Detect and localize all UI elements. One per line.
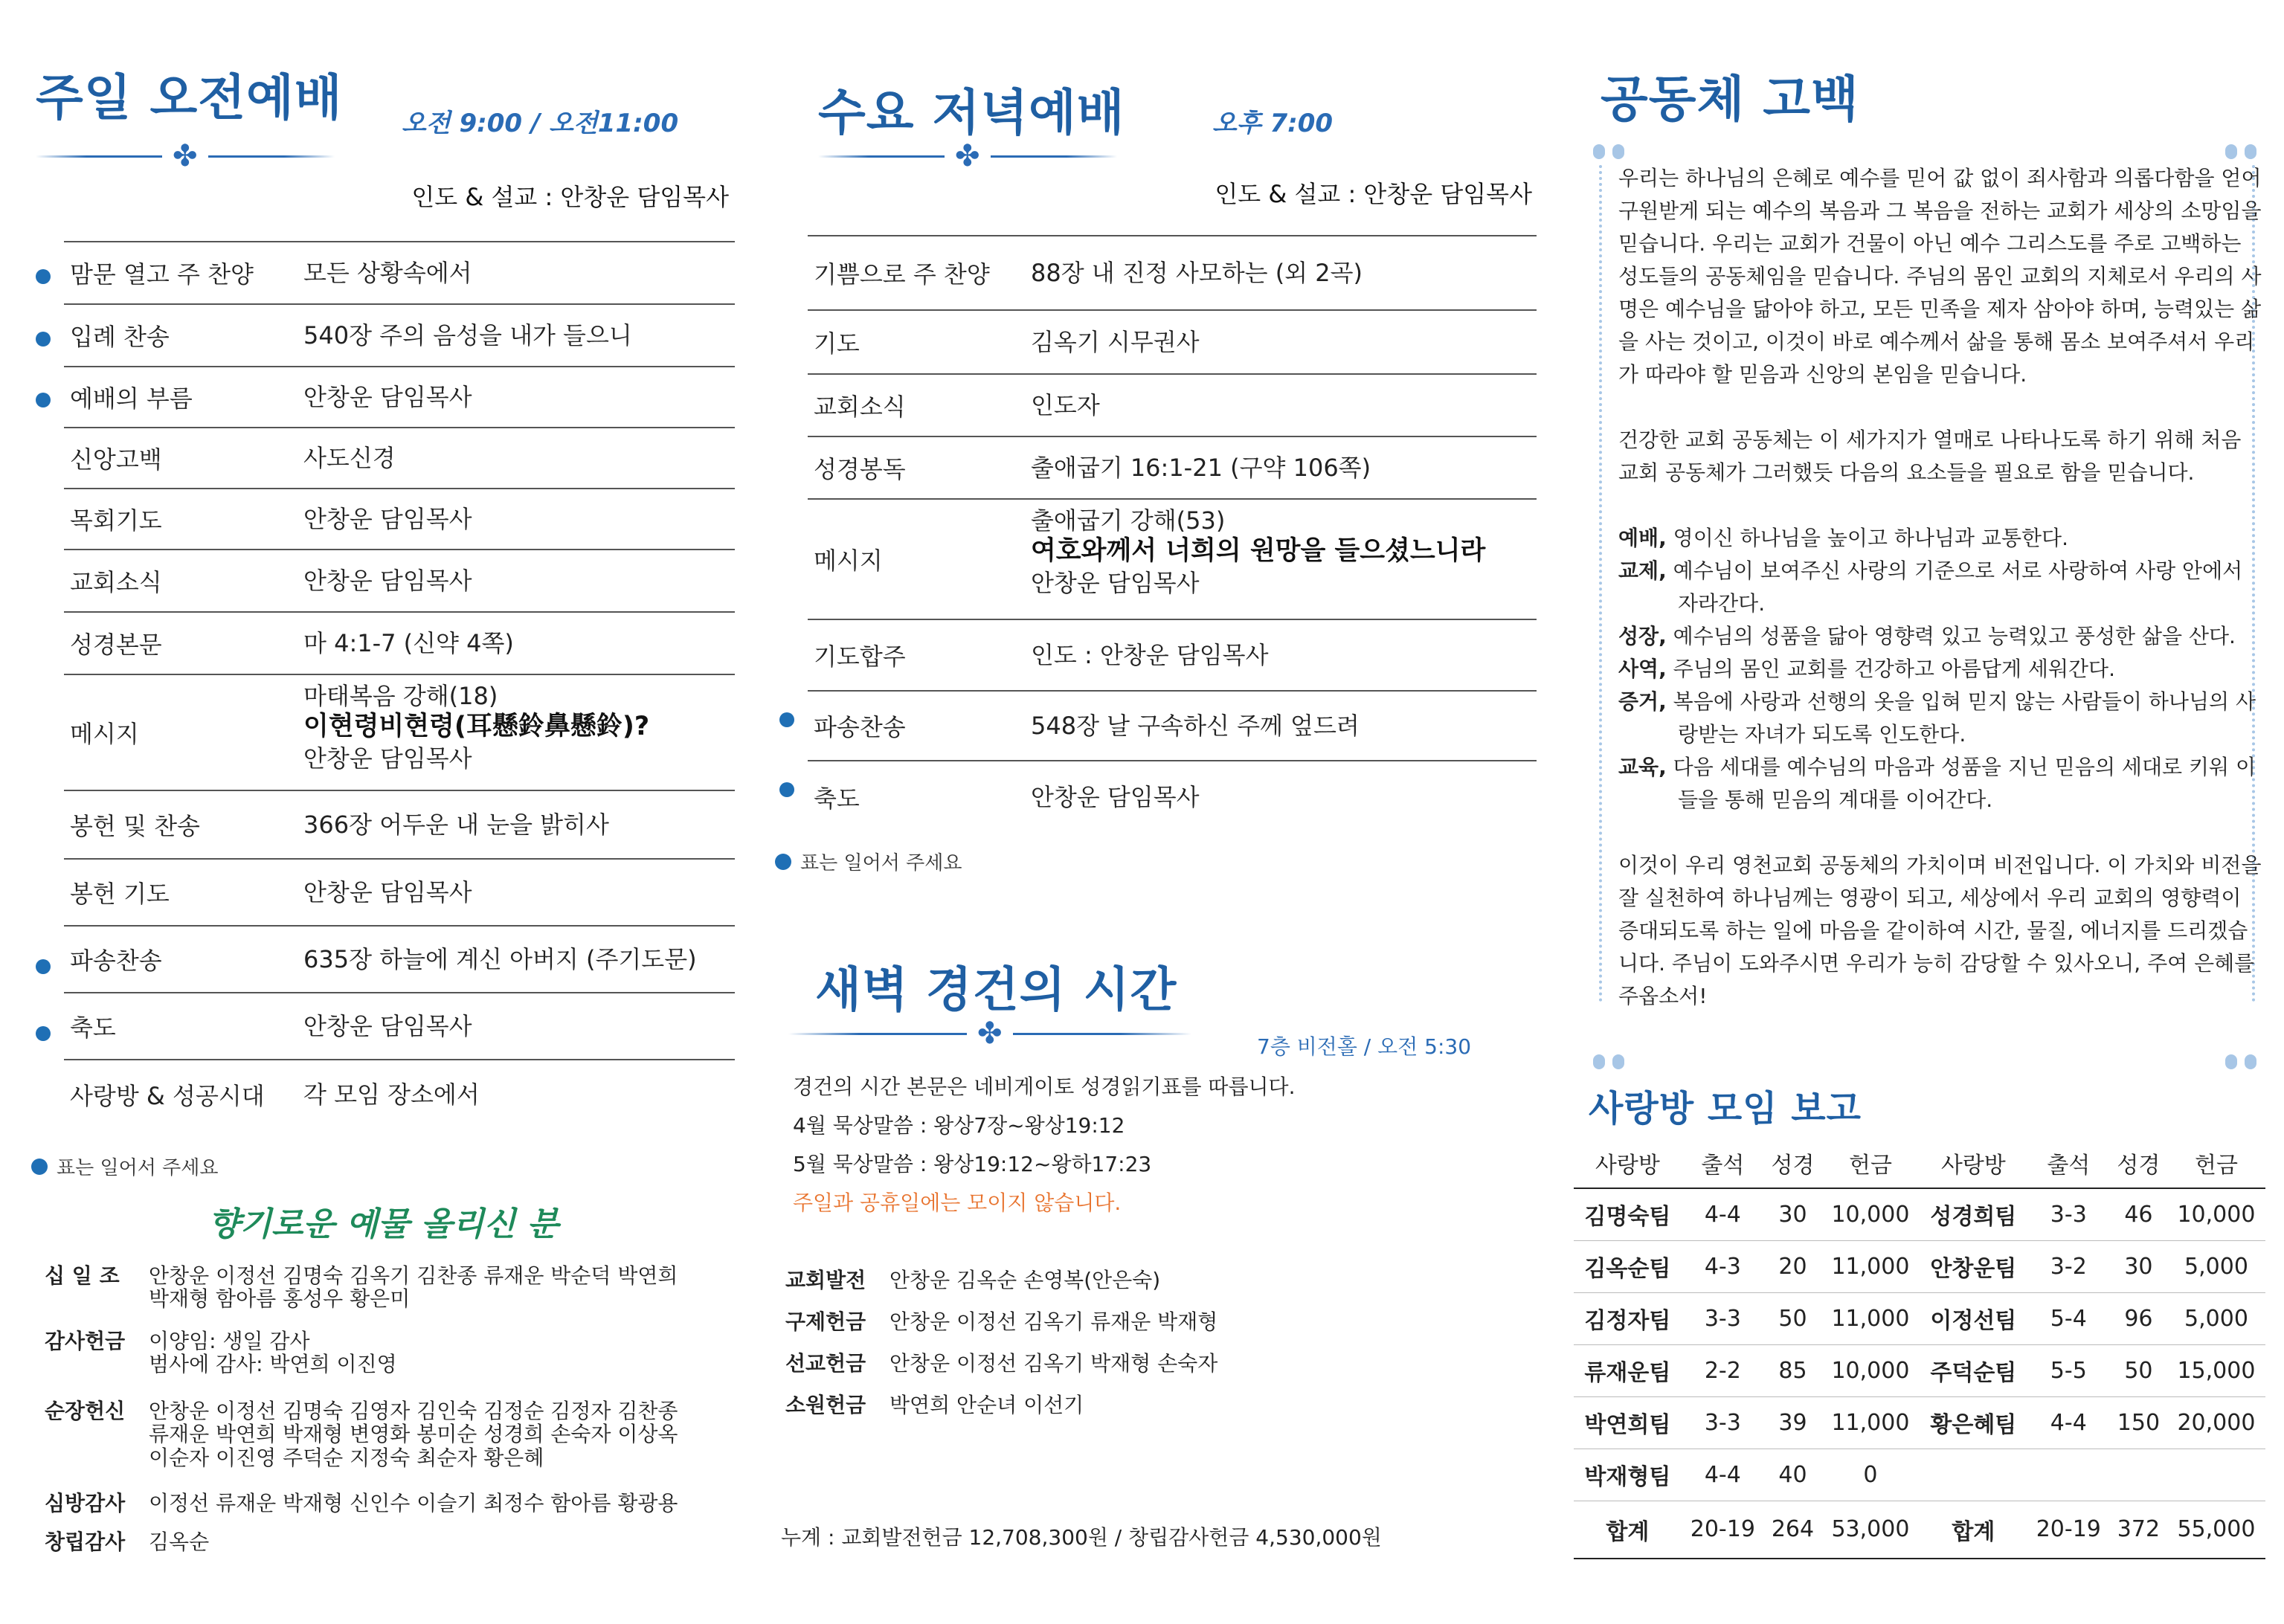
stand-dot-icon xyxy=(36,269,51,284)
table-cell: 3-3 xyxy=(2027,1188,2110,1240)
table-cell: 10,000 xyxy=(2167,1188,2265,1240)
order-label: 기도 xyxy=(814,329,860,358)
frame-left-line xyxy=(1599,165,1602,1002)
order-value: 안창운 담임목사 xyxy=(303,1012,472,1040)
offering-list xyxy=(45,1264,736,1562)
order-label: 사랑방 & 성공시대 xyxy=(70,1082,265,1110)
list-item xyxy=(64,674,735,790)
table-cell: 5-5 xyxy=(2027,1344,2110,1396)
order-value: 안창운 담임목사 xyxy=(303,878,472,906)
order-value: 안창운 담임목사 xyxy=(1031,783,1200,811)
value-key: 성장, xyxy=(1618,624,1667,648)
value-key: 사역, xyxy=(1618,657,1667,681)
column-header: 성경 xyxy=(1764,1138,1821,1188)
dawn-warning: 주일과 공휴일에는 모이지 않습니다. xyxy=(793,1190,1122,1215)
sunday-time: 오전 9:00 / 오전11:00 xyxy=(402,109,679,138)
value-text: 복음에 사랑과 선행의 옷을 입혀 믿지 않는 사람들이 하나님의 사랑받는 자녀가 되도록 인도한다. xyxy=(1673,689,2256,747)
wednesday-order xyxy=(808,235,1537,761)
order-label: 메시지 xyxy=(814,547,883,575)
list-item xyxy=(64,488,735,549)
stand-dot-icon xyxy=(779,782,794,797)
stand-note-text: 표는 일어서 주세요 xyxy=(57,1157,219,1179)
table-cell: 30 xyxy=(2110,1240,2167,1292)
order-label: 교회소식 xyxy=(70,568,162,596)
order-label: 파송찬송 xyxy=(70,947,162,975)
table-cell: 3-3 xyxy=(1682,1292,1764,1344)
dawn-place-time: 7층 비전홀 / 오전 5:30 xyxy=(1257,1034,1472,1059)
wednesday-stand-note xyxy=(775,848,962,875)
offering-names: 이양임: 생일 감사 xyxy=(149,1329,310,1353)
table-cell: 96 xyxy=(2110,1292,2167,1344)
list-item xyxy=(64,366,735,427)
table-cell: 10,000 xyxy=(1821,1344,1920,1396)
table-cell: 55,000 xyxy=(2167,1501,2265,1559)
message-title: 여호와께서 너희의 원망을 들으셨느니라 xyxy=(1031,536,1486,566)
offering-names: 이순자 이진영 주덕순 지정숙 최순자 황은혜 xyxy=(149,1445,544,1470)
offering-title: 향기로운 예물 올리신 분 xyxy=(208,1205,559,1243)
offering-names: 박연희 안순녀 이선기 xyxy=(890,1393,1084,1417)
confession-title: 공동체 고백 xyxy=(1601,71,1859,128)
list-item xyxy=(808,619,1537,690)
table-cell xyxy=(2027,1449,2110,1501)
order-label: 축도 xyxy=(814,784,860,813)
list-item xyxy=(808,373,1537,436)
column-header: 사랑방 xyxy=(1574,1138,1682,1188)
value-text: 예수님의 성품을 닮아 영향력 있고 능력있고 풍성한 삶을 산다. xyxy=(1673,624,2236,648)
sunday-title: 주일 오전예배 xyxy=(36,69,343,126)
value-text: 영이신 하나님을 높이고 하나님과 교통한다. xyxy=(1673,526,2069,550)
order-value: 548장 날 구속하신 주께 엎드려 xyxy=(1031,712,1360,740)
offering-key: 구제헌금 xyxy=(785,1309,866,1334)
table-cell: 11,000 xyxy=(1821,1396,1920,1449)
table-cell: 20 xyxy=(1764,1240,1821,1292)
sunday-leader: 인도 & 설교 : 안창운 담임목사 xyxy=(411,183,729,211)
confession-paragraph: 우리는 하나님의 은혜로 예수를 믿어 값 없이 죄사함과 의롭다함을 얻어 구원받게 되는 예수의 복음과 그 복음을 전하는 교회가 세상의 소망임을 믿습니다. 우리는 교회가 건물이 아닌 예수 그리스도를 주로 고백하는 성도들의 공동체임을 믿습니다. 주님의 몸인 교회의 지체로서 우리의 사명은 예수님을 닮아야 하고, 모든 민족을 제자 삼아야 하며, 능력있는 삶을 사는 것이고, 이것이 바로 예수께서 삶을 통해 몸소 보여주셔서 우리가 따라야 할 믿음과 신앙의 본임을 믿습니다. xyxy=(1618,166,2262,387)
table-cell xyxy=(1920,1449,2027,1501)
table-cell xyxy=(2110,1449,2167,1501)
column-header: 출석 xyxy=(1682,1138,1764,1188)
report-table xyxy=(1574,1138,2265,1559)
wednesday-order-last xyxy=(808,760,1537,834)
offering-key: 심방감사 xyxy=(45,1491,126,1515)
list-item xyxy=(808,309,1537,373)
table-cell: 김명숙팀 xyxy=(1574,1188,1682,1240)
sunday-ornament xyxy=(36,141,335,171)
value-item xyxy=(1618,620,2265,653)
order-value: 안창운 담임목사 xyxy=(303,505,472,533)
value-text: 주님의 몸인 교회를 건강하고 아름답게 세워간다. xyxy=(1673,657,2116,681)
value-item xyxy=(1618,686,2265,751)
offering-names: 범사에 감사: 박연희 이진영 xyxy=(149,1352,397,1377)
table-cell: 3-3 xyxy=(1682,1396,1764,1449)
order-label: 성경본문 xyxy=(70,631,162,659)
table-cell: 4-4 xyxy=(1682,1188,1764,1240)
list-item xyxy=(64,925,735,992)
order-label: 입례 찬송 xyxy=(70,323,170,351)
table-cell: 4-3 xyxy=(1682,1240,1764,1292)
stand-dot-icon xyxy=(36,959,51,974)
table-cell: 4-4 xyxy=(2027,1396,2110,1449)
table-cell: 20,000 xyxy=(2167,1396,2265,1449)
offering-key: 소원헌금 xyxy=(785,1393,866,1417)
table-cell: 5-4 xyxy=(2027,1292,2110,1344)
order-value: 안창운 담임목사 xyxy=(303,567,472,595)
value-key: 증거, xyxy=(1618,689,1667,714)
table-cell: 주덕순팀 xyxy=(1920,1344,2027,1396)
offering-key: 십 일 조 xyxy=(45,1263,120,1288)
offering-key: 창립감사 xyxy=(45,1530,126,1554)
table-cell: 황은혜팀 xyxy=(1920,1396,2027,1449)
value-key: 예배, xyxy=(1618,526,1667,550)
message-preacher: 안창운 담임목사 xyxy=(1031,568,1200,597)
order-value: 마 4:1-7 (신약 4쪽) xyxy=(303,629,514,657)
value-item xyxy=(1618,751,2265,816)
table-cell xyxy=(2167,1449,2265,1501)
table-cell: 이정선팀 xyxy=(1920,1292,2027,1344)
sunday-stand-note xyxy=(31,1153,218,1180)
confession-paragraph: 건강한 교회 공동체는 이 세가지가 열매로 나타나도록 하기 위해 처음 교회 공동체가 그러했듯 다음의 요소들을 필요로 함을 믿습니다. xyxy=(1618,428,2242,485)
table-cell: 20-19 xyxy=(1682,1501,1764,1559)
offering-names: 류재운 박연희 박재형 변영화 봉미순 성경희 손숙자 이상옥 xyxy=(149,1422,678,1447)
table-cell: 박연희팀 xyxy=(1574,1396,1682,1449)
message-preacher: 안창운 담임목사 xyxy=(303,744,472,773)
order-value: 모든 상황속에서 xyxy=(303,259,472,287)
table-row xyxy=(1574,1292,2265,1344)
dawn-title: 새벽 경건의 시간 xyxy=(815,963,1177,1018)
order-label: 기쁨으로 주 찬양 xyxy=(814,260,990,289)
table-row xyxy=(1574,1396,2265,1449)
list-item xyxy=(64,1059,735,1129)
order-value: 인도 : 안창운 담임목사 xyxy=(1031,641,1269,669)
dawn-line: 5월 묵상말씀 : 왕상19:12~왕하17:23 xyxy=(793,1152,1152,1176)
table-cell: 46 xyxy=(2110,1188,2167,1240)
confession-values xyxy=(1618,522,2265,816)
list-item xyxy=(64,241,735,303)
confession-paragraph: 이것이 우리 영천교회 공동체의 가치이며 비전입니다. 이 가치와 비전을 잘 실천하여 하나님께는 영광이 되고, 세상에서 우리 교회의 영향력이 증대되도록 하는 일에 마음을 같이하여 시간, 물질, 에너지를 드리겠습니다. 주님이 도와주시면 우리가 능히 감당할 수 있사오니, 주여 은혜를 주옵소서! xyxy=(1618,853,2262,1008)
order-label: 신앙고백 xyxy=(70,445,162,474)
list-item xyxy=(808,235,1537,309)
order-value: 사도신경 xyxy=(303,444,396,472)
table-cell: 5,000 xyxy=(2167,1292,2265,1344)
order-value: 366장 어두운 내 눈을 밝히사 xyxy=(303,811,609,839)
order-value: 88장 내 진정 사모하는 (외 2곡) xyxy=(1031,259,1363,287)
order-value: 안창운 담임목사 xyxy=(303,383,472,411)
table-header-row xyxy=(1574,1138,2265,1188)
table-cell: 50 xyxy=(1764,1292,1821,1344)
offering-key: 선교헌금 xyxy=(785,1351,866,1376)
order-label: 성경봉독 xyxy=(814,455,906,483)
table-cell: 15,000 xyxy=(2167,1344,2265,1396)
table-cell: 372 xyxy=(2110,1501,2167,1559)
list-item xyxy=(808,760,1537,834)
value-item xyxy=(1618,555,2265,620)
list-item xyxy=(808,498,1537,619)
message-series: 마태복음 강해(18) xyxy=(303,682,498,710)
offering-key: 교회발전 xyxy=(785,1268,866,1292)
order-value: 김옥기 시무권사 xyxy=(1031,328,1200,356)
order-label: 파송찬송 xyxy=(814,713,906,741)
wednesday-title: 수요 저녁예배 xyxy=(818,84,1125,141)
order-label: 봉헌 및 찬송 xyxy=(70,812,200,840)
column-header: 헌금 xyxy=(1821,1138,1920,1188)
order-value: 각 모임 장소에서 xyxy=(303,1080,480,1109)
list-item xyxy=(64,992,735,1059)
list-item xyxy=(64,549,735,611)
offering-names: 안창운 김옥순 손영복(안은숙) xyxy=(890,1268,1161,1292)
offering-key: 감사헌금 xyxy=(45,1329,126,1353)
table-cell: 11,000 xyxy=(1821,1240,1920,1292)
order-label: 기도합주 xyxy=(814,642,906,671)
offering-names: 김옥순 xyxy=(149,1530,210,1554)
table-cell: 류재운팀 xyxy=(1574,1344,1682,1396)
order-label: 맘문 열고 주 찬양 xyxy=(70,260,254,289)
list-item xyxy=(64,303,735,366)
table-cell: 150 xyxy=(2110,1396,2167,1449)
stand-note-text: 표는 일어서 주세요 xyxy=(800,852,962,874)
table-cell: 2-2 xyxy=(1682,1344,1764,1396)
value-key: 교육, xyxy=(1618,755,1667,779)
column-header: 출석 xyxy=(2027,1138,2110,1188)
list-item xyxy=(64,427,735,488)
order-label: 봉헌 기도 xyxy=(70,880,170,908)
table-cell: 0 xyxy=(1821,1449,1920,1501)
value-item xyxy=(1618,653,2265,686)
offering-names: 안창운 이정선 김옥기 박재형 손숙자 xyxy=(890,1351,1218,1376)
stand-dot-icon xyxy=(31,1159,48,1175)
frame-top-right-dots xyxy=(2225,144,2264,159)
table-cell: 40 xyxy=(1764,1449,1821,1501)
stand-dot-icon xyxy=(36,332,51,347)
order-label: 목회기도 xyxy=(70,506,162,535)
list-item xyxy=(64,858,735,925)
value-key: 교제, xyxy=(1618,558,1667,583)
table-cell: 김정자팀 xyxy=(1574,1292,1682,1344)
table-cell: 20-19 xyxy=(2027,1501,2110,1559)
report-title: 사랑방 모임 보고 xyxy=(1589,1088,1862,1130)
value-text: 다음 세대를 예수님의 마음과 성품을 지닌 믿음의 세대로 키워 이들을 통해 믿음의 계대를 이어간다. xyxy=(1673,755,2256,812)
wednesday-ornament xyxy=(818,141,1117,171)
table-cell: 53,000 xyxy=(1821,1501,1920,1559)
offering-list-2 xyxy=(785,1269,1529,1447)
order-label: 교회소식 xyxy=(814,393,906,421)
list-item xyxy=(808,690,1537,760)
offering-names: 박재형 함아름 홍성우 황은미 xyxy=(149,1286,411,1312)
offering-names: 이정선 류재운 박재형 신인수 이슬기 최정수 함아름 황광용 xyxy=(149,1491,678,1515)
table-cell: 합계 xyxy=(1920,1501,2027,1559)
clover-icon: ✤ xyxy=(977,1016,1003,1051)
wednesday-leader: 인도 & 설교 : 안창운 담임목사 xyxy=(1215,180,1532,208)
wednesday-time: 오후 7:00 xyxy=(1212,109,1334,138)
clover-icon: ✤ xyxy=(955,139,980,173)
table-cell: 50 xyxy=(2110,1344,2167,1396)
table-cell: 30 xyxy=(1764,1188,1821,1240)
order-value: 출애굽기 16:1-21 (구약 106쪽) xyxy=(1031,454,1371,482)
frame-top-left-dots xyxy=(1593,144,1632,159)
table-row xyxy=(1574,1240,2265,1292)
value-text: 예수님이 보여주신 사랑의 기준으로 서로 사랑하여 사랑 안에서 자라간다. xyxy=(1673,558,2243,616)
clover-icon: ✤ xyxy=(173,139,198,173)
frame-bottom-left-dots xyxy=(1593,1054,1632,1069)
list-item xyxy=(808,436,1537,498)
order-value: 635장 하늘에 계신 아버지 (주기도문) xyxy=(303,945,697,973)
column-header: 성경 xyxy=(2110,1138,2167,1188)
dawn-line: 경건의 시간 본문은 네비게이토 성경읽기표를 따릅니다. xyxy=(793,1074,1296,1099)
stand-dot-icon xyxy=(36,393,51,407)
table-cell: 4-4 xyxy=(1682,1449,1764,1501)
table-row xyxy=(1574,1449,2265,1501)
table-row xyxy=(1574,1188,2265,1240)
table-cell: 10,000 xyxy=(1821,1188,1920,1240)
table-cell: 5,000 xyxy=(2167,1240,2265,1292)
order-value: 인도자 xyxy=(1031,391,1100,419)
column-header: 헌금 xyxy=(2167,1138,2265,1188)
table-cell: 11,000 xyxy=(1821,1292,1920,1344)
offering-names: 안창운 이정선 김명숙 김영자 김인숙 김정순 김정자 김찬종 xyxy=(149,1399,678,1423)
stand-dot-icon xyxy=(775,854,791,870)
table-cell: 85 xyxy=(1764,1344,1821,1396)
table-total-row xyxy=(1574,1501,2265,1559)
table-cell: 박재형팀 xyxy=(1574,1449,1682,1501)
order-label: 축도 xyxy=(70,1014,116,1042)
dawn-line: 4월 묵상말씀 : 왕상7장~왕상19:12 xyxy=(793,1113,1125,1138)
frame-bottom-right-dots xyxy=(2225,1054,2264,1069)
offering-names: 안창운 이정선 김옥기 류재운 박재형 xyxy=(890,1309,1218,1334)
order-label: 예배의 부름 xyxy=(70,384,193,413)
table-cell: 39 xyxy=(1764,1396,1821,1449)
stand-dot-icon xyxy=(779,712,794,727)
list-item xyxy=(64,611,735,674)
table-row xyxy=(1574,1344,2265,1396)
offering-names: 안창운 이정선 김명숙 김옥기 김찬종 류재운 박순덕 박연희 xyxy=(149,1263,678,1288)
message-series: 출애굽기 강해(53) xyxy=(1031,506,1226,535)
table-cell: 264 xyxy=(1764,1501,1821,1559)
table-cell: 안창운팀 xyxy=(1920,1240,2027,1292)
table-cell: 3-2 xyxy=(2027,1240,2110,1292)
confession-body xyxy=(1618,162,2265,1013)
table-cell: 합계 xyxy=(1574,1501,1682,1559)
table-cell: 김옥순팀 xyxy=(1574,1240,1682,1292)
stand-dot-icon xyxy=(36,1026,51,1041)
dawn-ornament xyxy=(788,1016,1191,1051)
value-item xyxy=(1618,522,2265,555)
list-item xyxy=(64,790,735,858)
dawn-text xyxy=(793,1068,1296,1222)
column-header: 사랑방 xyxy=(1920,1138,2027,1188)
sunday-order xyxy=(64,241,735,1129)
offering-key: 순장헌신 xyxy=(45,1399,126,1423)
order-value: 540장 주의 음성을 내가 들으니 xyxy=(303,321,632,349)
message-title: 이현령비현령(耳懸鈴鼻懸鈴)? xyxy=(303,712,650,741)
table-cell: 성경희팀 xyxy=(1920,1188,2027,1240)
order-label: 메시지 xyxy=(70,720,139,748)
offering-total: 누계 : 교회발전헌금 12,708,300원 / 창립감사헌금 4,530,000원 xyxy=(781,1525,1382,1550)
